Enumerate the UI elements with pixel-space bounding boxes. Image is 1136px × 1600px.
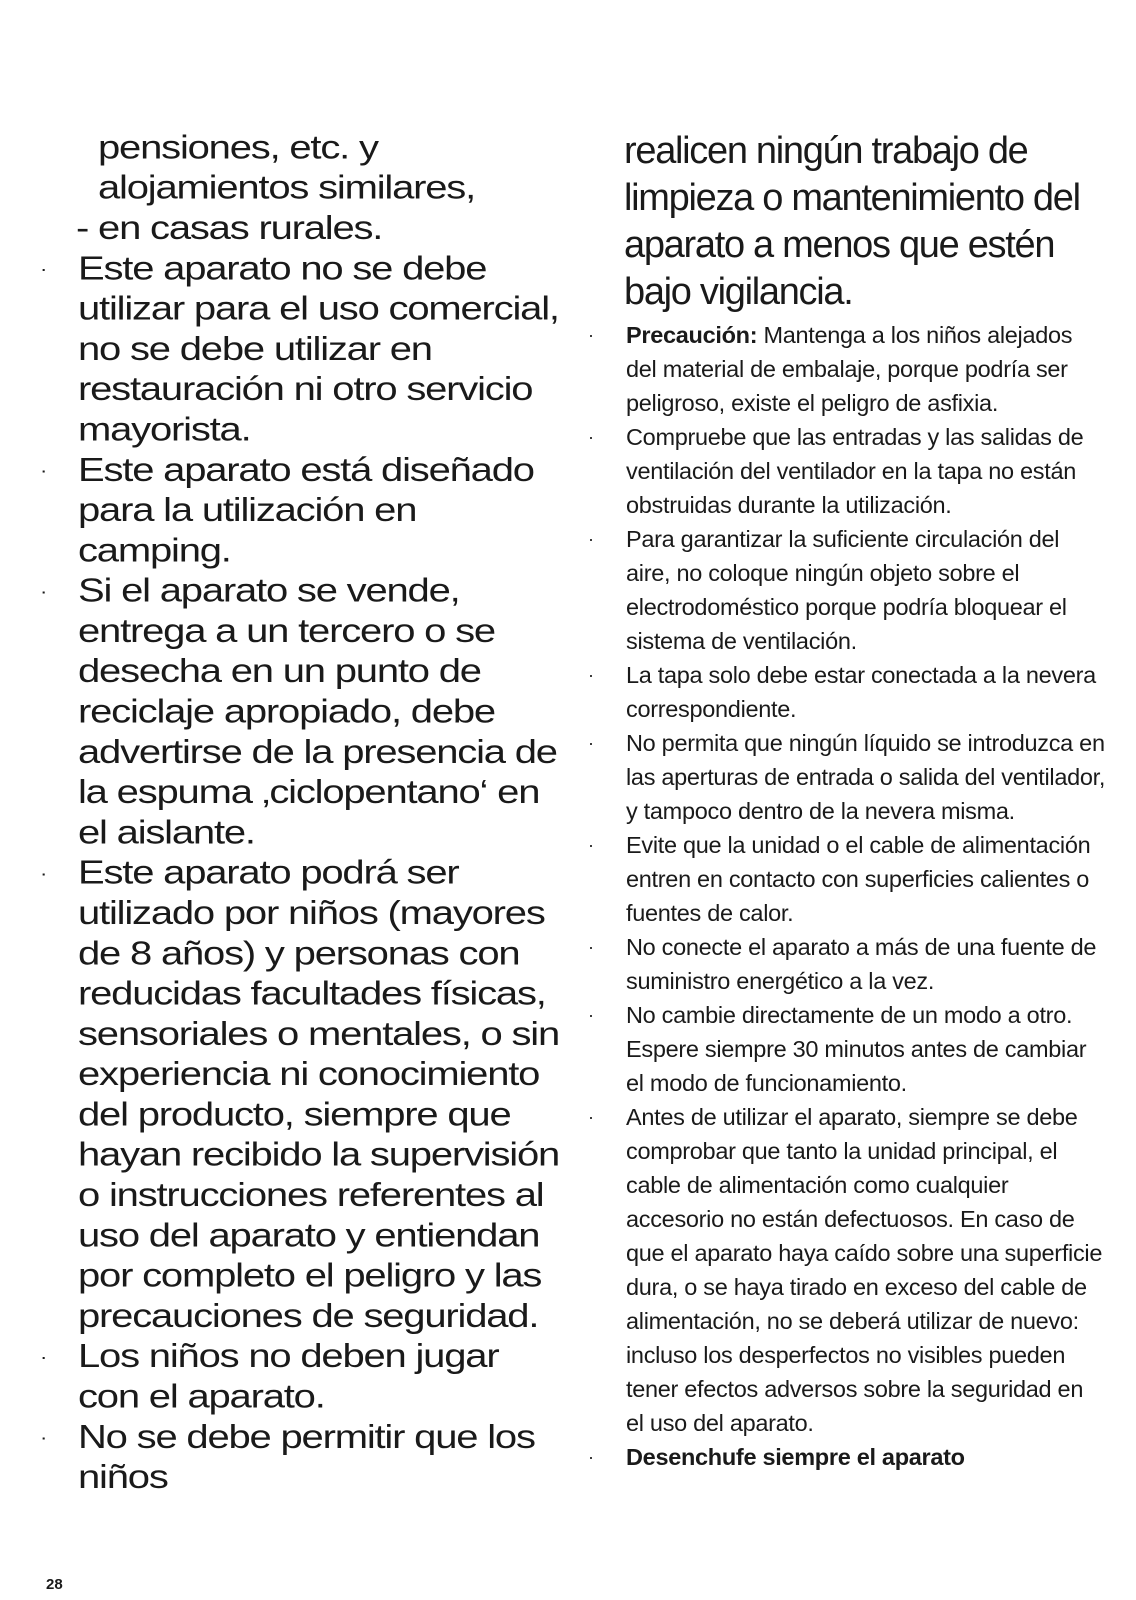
list-item bbox=[586, 828, 1106, 930]
bullet-icon: · bbox=[40, 1427, 47, 1448]
list-item-text: Los niños no deben jugar con el aparato. bbox=[78, 1338, 499, 1415]
bullet-icon: · bbox=[588, 733, 594, 753]
list-item-text: No se debe permitir que los niños bbox=[78, 1419, 535, 1496]
list-item-text: Antes de utilizar el aparato, siempre se debe comprobar que tanto la unidad principal, el cable de alimentación como cualquier accesorio no están defectuosos. En caso de que el aparato haya caído sobre una superficie dura, o se haya tirado en exceso del cable de alimentación, no se deberá utilizar de nuevo: incluso los desperfectos no visibles pueden tener efectos adversos sobre la seguridad en el uso del aparato. bbox=[626, 1104, 1103, 1436]
bullet-icon: · bbox=[40, 460, 47, 481]
list-item bbox=[40, 571, 560, 853]
list-item-text: Este aparato está diseñado para la utilización en camping. bbox=[78, 451, 534, 569]
list-item-bold bbox=[586, 1440, 1106, 1474]
caution-text: Mantenga a los niños alejados del material de embalaje, porque podría ser peligroso, existe el peligro de asfixia. bbox=[626, 322, 1073, 416]
left-column bbox=[40, 128, 560, 1498]
list-item bbox=[586, 726, 1106, 828]
list-item-text: Este aparato no se debe utilizar para el uso comercial, no se debe utilizar en restauración ni otro servicio mayorista. bbox=[78, 250, 559, 448]
list-item-text: Este aparato podrá ser utilizado por niños (mayores de 8 años) y personas con reducidas facultades físicas, sensoriales o mentales, o sin experiencia ni conocimiento del producto, siempre que hayan recibido la supervisión o instrucciones referentes al uso del aparato y entiendan por completo el peligro y las precauciones de seguridad. bbox=[78, 854, 560, 1335]
bullet-icon: · bbox=[40, 1346, 47, 1368]
list-item bbox=[586, 998, 1106, 1100]
bullet-icon: · bbox=[40, 863, 47, 884]
list-item bbox=[586, 658, 1106, 726]
bullet-icon: · bbox=[588, 835, 594, 855]
list-item-text: Para garantizar la suficiente circulación del aire, no coloque ningún objeto sobre el electrodoméstico porque podría bloquear el sistema de ventilación. bbox=[626, 526, 1067, 654]
list-item bbox=[40, 853, 560, 1337]
list-item bbox=[586, 420, 1106, 522]
bullet-icon: · bbox=[588, 937, 594, 957]
list-item-text: Si el aparato se vende, entrega a un tercero o se desecha en un punto de reciclaje apropiado, debe advertirse de la presencia de la espuma ‚ciclopentano‘ en el aislante. bbox=[78, 572, 557, 851]
right-column bbox=[586, 128, 1106, 1474]
list-item-text: Compruebe que las entradas y las salidas de ventilación del ventilador en la tapa no están obstruidas durante la utilización. bbox=[626, 424, 1084, 518]
left-continuation-text: pensiones, etc. y alojamientos similares, bbox=[98, 129, 475, 207]
page-number: 28 bbox=[46, 1576, 63, 1593]
bullet-icon: · bbox=[588, 1005, 594, 1025]
list-item bbox=[40, 1337, 560, 1418]
bullet-icon: · bbox=[40, 258, 47, 280]
bullet-icon: · bbox=[588, 1107, 594, 1127]
list-item-text: No permita que ningún líquido se introduzca en las aperturas de entrada o salida del ventilador, y tampoco dentro de la nevera misma. bbox=[626, 730, 1106, 824]
bullet-icon: · bbox=[588, 665, 594, 685]
list-item-text: No cambie directamente de un modo a otro. Espere siempre 30 minutos antes de cambiar el modo de funcionamiento. bbox=[626, 1002, 1087, 1096]
list-item-text: La tapa solo debe estar conectada a la nevera correspondiente. bbox=[626, 662, 1096, 722]
bullet-icon: · bbox=[588, 325, 594, 345]
right-continuation-text: realicen ningún trabajo de limpieza o mantenimiento del aparato a menos que estén bajo vigilancia. bbox=[624, 130, 1080, 313]
caution-item bbox=[586, 318, 1106, 420]
list-item bbox=[40, 450, 560, 571]
bullet-icon: · bbox=[588, 427, 594, 447]
list-item bbox=[586, 1100, 1106, 1440]
list-item bbox=[40, 249, 560, 450]
list-item bbox=[40, 1417, 560, 1498]
list-item-text: No conecte el aparato a más de una fuente de suministro energético a la vez. bbox=[626, 934, 1097, 994]
bullet-icon: · bbox=[588, 529, 594, 549]
unplug-instruction: Desenchufe siempre el aparato bbox=[626, 1444, 965, 1470]
list-item-text: Evite que la unidad o el cable de alimentación entren en contacto con superficies calientes o fuentes de calor. bbox=[626, 832, 1091, 926]
list-item bbox=[586, 930, 1106, 998]
bullet-icon: · bbox=[40, 581, 47, 602]
list-item bbox=[586, 522, 1106, 658]
caution-label: Precaución: bbox=[626, 322, 758, 348]
bullet-icon: · bbox=[588, 1447, 594, 1467]
dash-item-rural-houses: - en casas rurales. bbox=[76, 210, 383, 247]
